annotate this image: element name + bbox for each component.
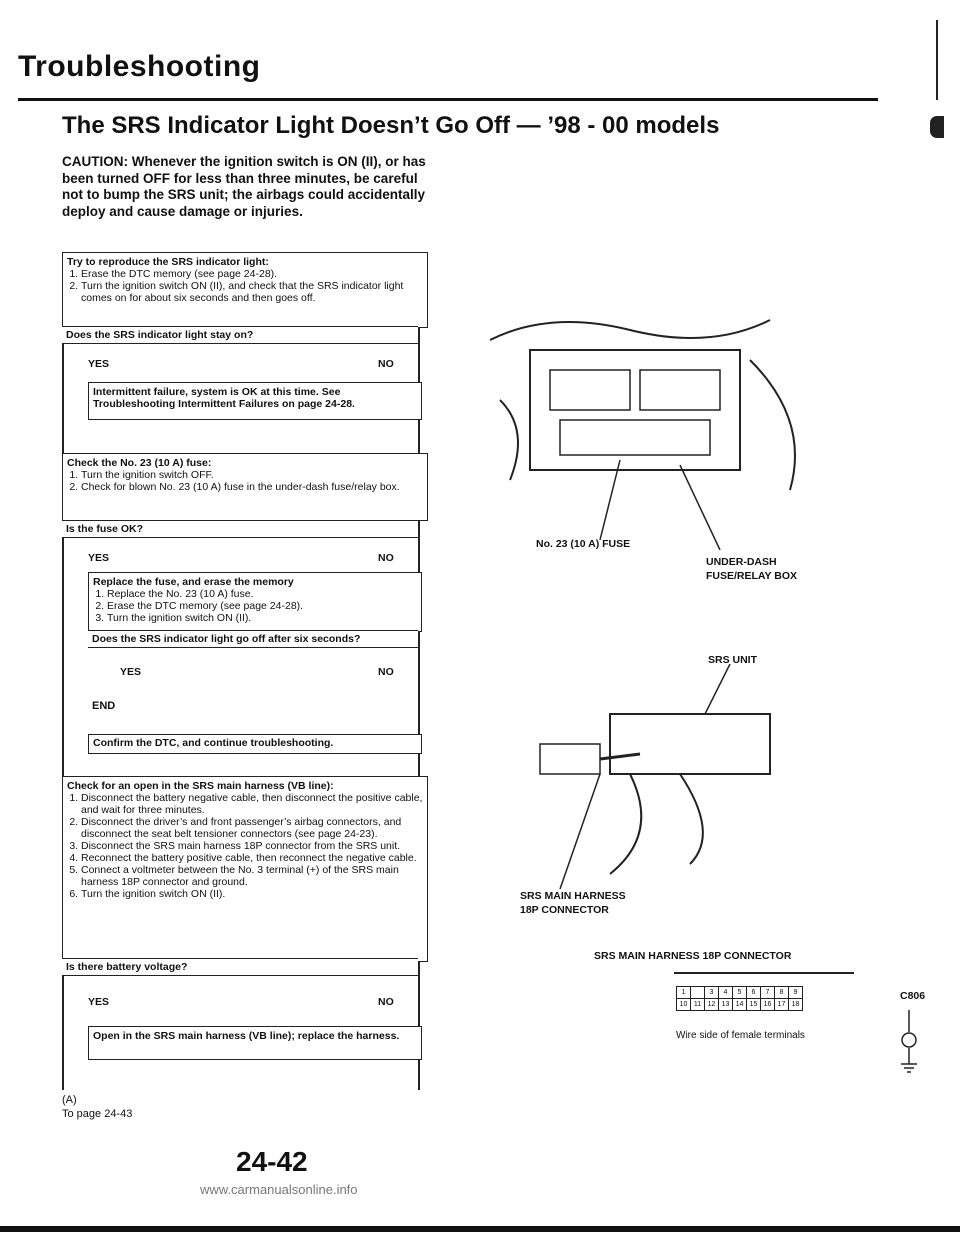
no-label: NO: [378, 358, 394, 370]
pin-cell: 14: [733, 999, 747, 1011]
confirm-box: Confirm the DTC, and continue troubleshooting.: [88, 734, 422, 754]
step2-item: 2. Check for blown No. 23 (10 A) fuse in the under-dash fuse/relay box.: [81, 481, 423, 493]
step3-item: 3. Turn the ignition switch ON (II).: [107, 612, 417, 624]
pin-cell: 13: [719, 999, 733, 1011]
box-label-2: FUSE/RELAY BOX: [706, 570, 798, 582]
connector-row-2: [677, 999, 803, 1011]
no-label: NO: [378, 666, 394, 678]
step4-item: 1. Disconnect the battery negative cable, then disconnect the positive cable, and wait for three minutes.: [81, 792, 423, 816]
box-label-1: UNDER-DASH: [706, 556, 777, 568]
step4-item: 3. Disconnect the SRS main harness 18P connector from the SRS unit.: [81, 840, 423, 852]
pin-cell: 17: [775, 999, 789, 1011]
pin-cell: 8: [775, 987, 789, 999]
connector-title: SRS MAIN HARNESS 18P CONNECTOR: [594, 950, 792, 962]
end-label: END: [92, 700, 116, 712]
connector-note: Wire side of female terminals: [676, 1030, 805, 1041]
connector-pin-table: [676, 986, 803, 1011]
page-title: The SRS Indicator Light Doesn’t Go Off — ’98 - 00 models: [62, 112, 720, 139]
margin-mark: [930, 116, 944, 138]
ground-icon: [894, 1010, 924, 1080]
step4-item: 2. Disconnect the driver’s and front passenger’s airbag connectors, and disconnect the seat belt tensioner connectors (see page 24-23).: [81, 816, 423, 840]
harness-label-1: SRS MAIN HARNESS: [520, 890, 626, 902]
step4-box: [62, 776, 428, 962]
pin-cell: 1: [677, 987, 691, 999]
caution-text: CAUTION: Whenever the ignition switch is ON (II), or has been turned OFF for less than three minutes, be careful not to bump the SRS unit; the airbags could accidentally deploy and cause damage or injuries.: [62, 154, 426, 219]
pin-cell: 15: [747, 999, 761, 1011]
step2-question: Is the fuse OK?: [62, 520, 418, 538]
step1-item: 1. Erase the DTC memory (see page 24-28).: [81, 268, 423, 280]
pin-cell: 9: [789, 987, 803, 999]
margin-mark: [936, 20, 938, 100]
fuse-label: No. 23 (10 A) FUSE: [536, 538, 631, 550]
connector-rule: [674, 972, 854, 974]
step3-box: [88, 572, 422, 632]
connector-row-1: [677, 987, 803, 999]
pin-cell: 16: [761, 999, 775, 1011]
step3-item: 1. Replace the No. 23 (10 A) fuse.: [107, 588, 417, 600]
step2-box: [62, 453, 428, 521]
step2-item: 1. Turn the ignition switch OFF.: [81, 469, 423, 481]
step3-heading: Replace the fuse, and erase the memory: [93, 576, 294, 588]
step4-item: 4. Reconnect the battery positive cable, then reconnect the negative cable.: [81, 852, 423, 864]
pin-cell: [691, 987, 705, 999]
pin-cell: 4: [719, 987, 733, 999]
pin-cell: 18: [789, 999, 803, 1011]
fuse-box-illustration: [470, 300, 870, 550]
to-page: To page 24-43: [62, 1108, 133, 1120]
pin-cell: 3: [705, 987, 719, 999]
pin-cell: 6: [747, 987, 761, 999]
section-title: Troubleshooting: [18, 50, 261, 83]
step1-heading: Try to reproduce the SRS indicator light:: [67, 256, 269, 268]
step3-question: Does the SRS indicator light go off after six seconds?: [88, 630, 418, 648]
step4-item: 6. Turn the ignition switch ON (II).: [81, 888, 423, 900]
yes-label: YES: [88, 358, 110, 370]
connector-code: C806: [900, 990, 926, 1002]
pin-cell: 12: [705, 999, 719, 1011]
pin-cell: 10: [677, 999, 691, 1011]
step4-heading: Check for an open in the SRS main harness (VB line):: [67, 780, 334, 792]
step3-item: 2. Erase the DTC memory (see page 24-28).: [107, 600, 417, 612]
step1-box: [62, 252, 428, 328]
step1-item: 2. Turn the ignition switch ON (II), and check that the SRS indicator light comes on for about six seconds and then goes off.: [81, 280, 423, 304]
flow-right-line: [418, 252, 420, 1090]
intermittent-box: Intermittent failure, system is OK at this time. See Troubleshooting Intermittent Failures on page 24-28.: [88, 382, 422, 420]
step2-heading: Check the No. 23 (10 A) fuse:: [67, 457, 212, 469]
pin-cell: 11: [691, 999, 705, 1011]
yes-label: YES: [88, 552, 110, 564]
step4-question: Is there battery voltage?: [62, 958, 418, 976]
step1-question: Does the SRS indicator light stay on?: [62, 326, 418, 344]
no-label: NO: [378, 996, 394, 1008]
page-number: 24-42: [236, 1146, 308, 1177]
ref-a: (A): [62, 1094, 77, 1106]
open-box: Open in the SRS main harness (VB line); replace the harness.: [88, 1026, 422, 1060]
harness-label-2: 18P CONNECTOR: [520, 904, 609, 916]
pin-cell: 5: [733, 987, 747, 999]
srs-unit-illustration: [500, 664, 800, 894]
srs-unit-label: SRS UNIT: [708, 654, 758, 666]
step4-item: 5. Connect a voltmeter between the No. 3 terminal (+) of the SRS main harness 18P connector and ground.: [81, 864, 423, 888]
pin-cell: 7: [761, 987, 775, 999]
yes-label: YES: [88, 996, 110, 1008]
bottom-bar: [0, 1226, 960, 1232]
no-label: NO: [378, 552, 394, 564]
header-rule: [18, 98, 878, 101]
yes-label: YES: [120, 666, 142, 678]
footer-url: www.carmanualsonline.info: [200, 1182, 358, 1197]
